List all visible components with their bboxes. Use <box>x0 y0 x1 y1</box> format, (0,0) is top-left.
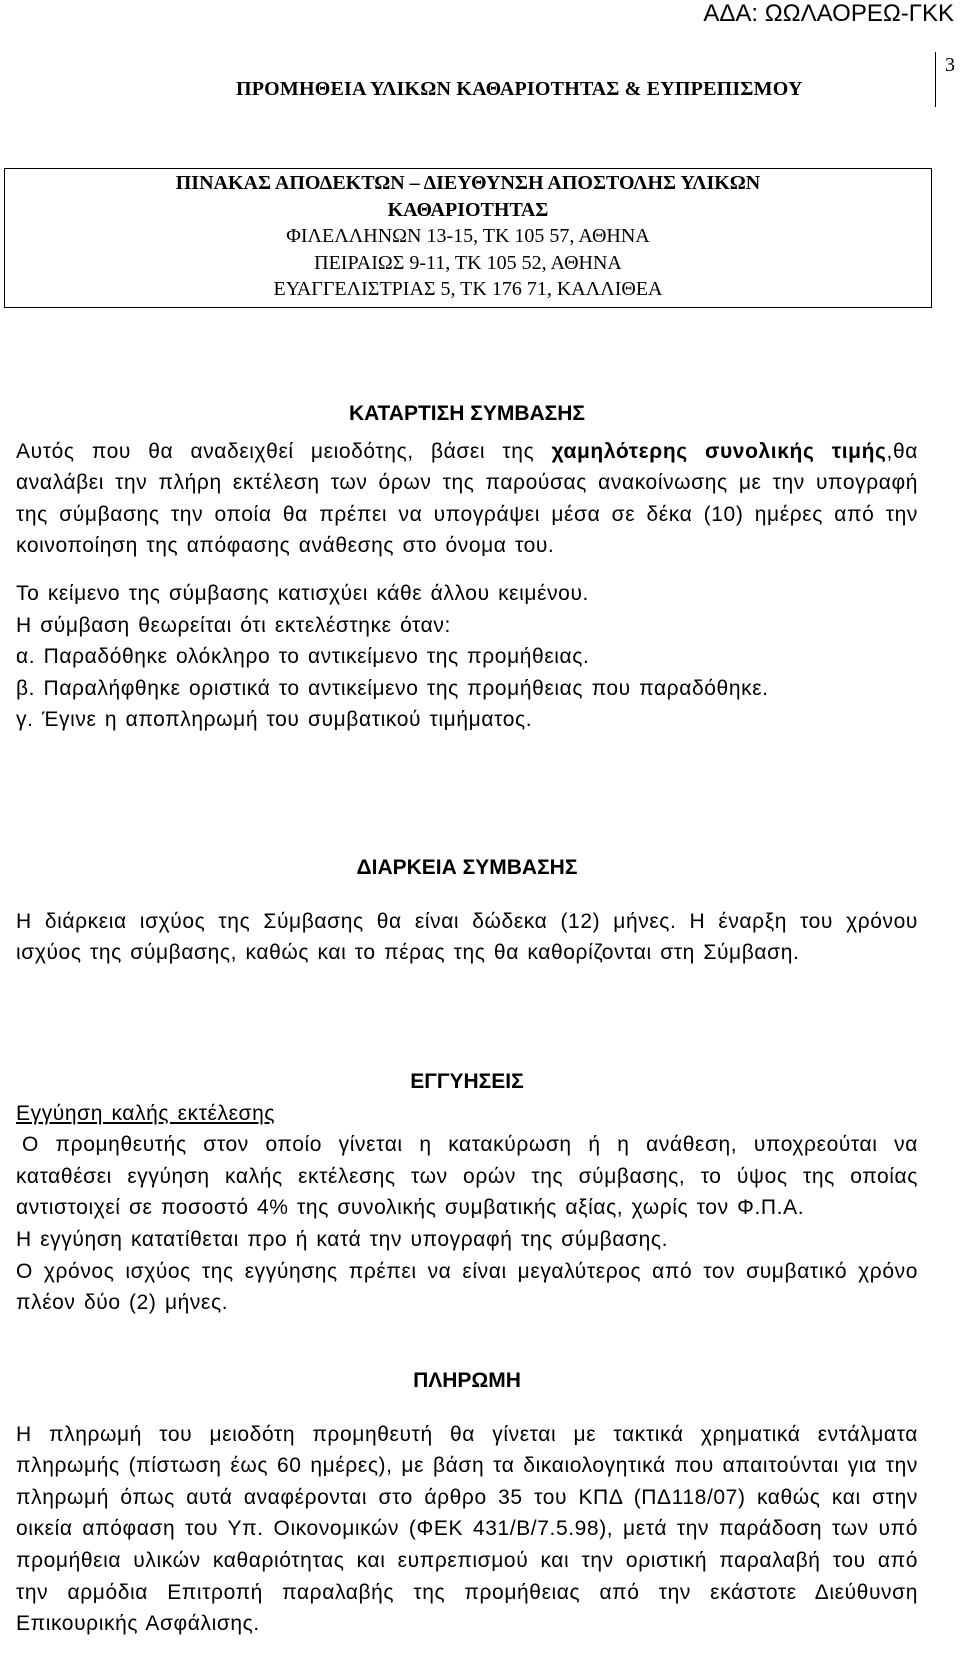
contract-line: β. Παραλήφθηκε οριστικά το αντικείμενο της προμήθειας που παραδόθηκε. <box>16 676 769 700</box>
contract-line: γ. Έγινε η αποπληρωμή του συμβατικού τιμήματος. <box>16 708 533 732</box>
contract-line: Η σύμβαση θεωρείται ότι εκτελέστηκε όταν: <box>16 613 451 637</box>
duration-heading: ΔΙΑΡΚΕΙΑ ΣΥΜΒΑΣΗΣ <box>356 856 578 879</box>
payment-text: Η πληρωμή του μειοδότη προμηθευτή θα γίνεται με τακτικά χρηματικά εντάλματα πληρωμής (πίστωση έως 60 ημέρες), με βάση τα δικαιολογητικά που απαιτούνται για την πληρωμή όπως αυτά αναφέρονται στο άρθρο 35 του ΚΠΔ (ΠΔ118/07) καθώς και στην οικεία απόφαση του Υπ. Οικονομικών (ΦΕΚ 431/Β/7.5.98), μετά την παράδοση των υπό προμήθεια υλικών καθαριότητας και ευπρεπισμού και την οριστική παραλαβή του από την αρμόδια Επιτροπή παραλαβής της προμήθειας από την εκάστοτε Διεύθυνση Επικουρικής Ασφάλισης. <box>16 1422 918 1636</box>
guarantees-para: Ο προμηθευτής στον οποίο γίνεται η κατακύρωση ή η ανάθεση, υποχρεούται να καταθέσει εγγύηση καλής εκτέλεσης των ορών της σύμβασης, το ύψος της οποίας αντιστοιχεί σε ποσοστό 4% της συνολικής συμβατικής αξίας, χωρίς τον Φ.Π.Α. <box>16 1133 918 1220</box>
payment-section <box>16 1365 918 1640</box>
contract-paragraph-bold: χαμηλότερης συνολικής τιμής <box>551 439 887 463</box>
guarantees-section <box>16 1066 918 1319</box>
guarantees-heading: ΕΓΓΥΗΣΕΙΣ <box>410 1070 524 1093</box>
contract-paragraph-end: ,θα αναλάβει την πλήρη εκτέλεση των όρων της παρούσας ανακοίνωσης με την υπογραφή της σύμβασης την οποία θα πρέπει να υπογράψει μέσα σε δέκα (10) ημέρες από την κοινοποίηση της απόφασης ανάθεσης στο όνομα του. <box>16 439 918 558</box>
recipients-title-line2: ΚΑΘΑΡΙΟΤΗΤΑΣ <box>387 198 549 221</box>
guarantees-subheading: Εγγύηση καλής εκτέλεσης <box>16 1101 276 1125</box>
duration-section <box>16 852 918 969</box>
page-number: 3 <box>945 54 955 76</box>
recipients-title-line1: ΠΙΝΑΚΑΣ ΑΠΟΔΕΚΤΩΝ – ΔΙΕΥΘΥΝΣΗ ΑΠΟΣΤΟΛΗΣ ΥΛΙΚΩΝ <box>175 172 761 194</box>
recipients-box <box>4 168 932 308</box>
recipient-address: ΕΥΑΓΓΕΛΙΣΤΡΙΑΣ 5, ΤΚ 176 71, ΚΑΛΛΙΘΕΑ <box>273 278 663 300</box>
document-code: ΑΔΑ: ΩΩΛΑΟΡΕΩ-ΓΚΚ <box>703 0 954 27</box>
recipient-address: ΦΙΛΕΛΛΗΝΩΝ 13-15, ΤΚ 105 57, ΑΘΗΝΑ <box>286 225 650 247</box>
running-header: ΠΡΟΜΗΘΕΙΑ ΥΛΙΚΩΝ ΚΑΘΑΡΙΟΤΗΤΑΣ & ΕΥΠΡΕΠΙΣΜΟΥ <box>236 78 803 100</box>
contract-line: α. Παραδόθηκε ολόκληρο το αντικείμενο της προμήθειας. <box>16 645 590 669</box>
guarantees-para: Ο χρόνος ισχύος της εγγύησης πρέπει να είναι μεγαλύτερος από τον συμβατικό χρόνο πλέον δύο (2) μήνες. <box>16 1259 918 1315</box>
contract-line: Το κείμενο της σύμβασης κατισχύει κάθε άλλου κειμένου. <box>16 581 589 605</box>
payment-heading: ΠΛΗΡΩΜΗ <box>413 1369 521 1392</box>
contract-paragraph <box>16 436 918 562</box>
guarantees-para: Η εγγύηση κατατίθεται προ ή κατά την υπογραφή της σύμβασης. <box>16 1227 669 1251</box>
header-divider <box>935 52 936 107</box>
contract-heading: ΚΑΤΑΡΤΙΣΗ ΣΥΜΒΑΣΗΣ <box>348 402 586 425</box>
contract-section <box>16 398 918 736</box>
duration-text: Η διάρκεια ισχύος της Σύμβασης θα είναι δώδεκα (12) μήνες. Η έναρξη του χρόνου ισχύος της σύμβασης, καθώς και το πέρας της θα καθορίζονται στη Σύμβαση. <box>16 909 918 965</box>
contract-paragraph-start: Αυτός που θα αναδειχθεί μειοδότης, βάσει της <box>16 439 552 463</box>
recipient-address: ΠΕΙΡΑΙΩΣ 9-11, ΤΚ 105 52, ΑΘΗΝΑ <box>314 251 622 274</box>
